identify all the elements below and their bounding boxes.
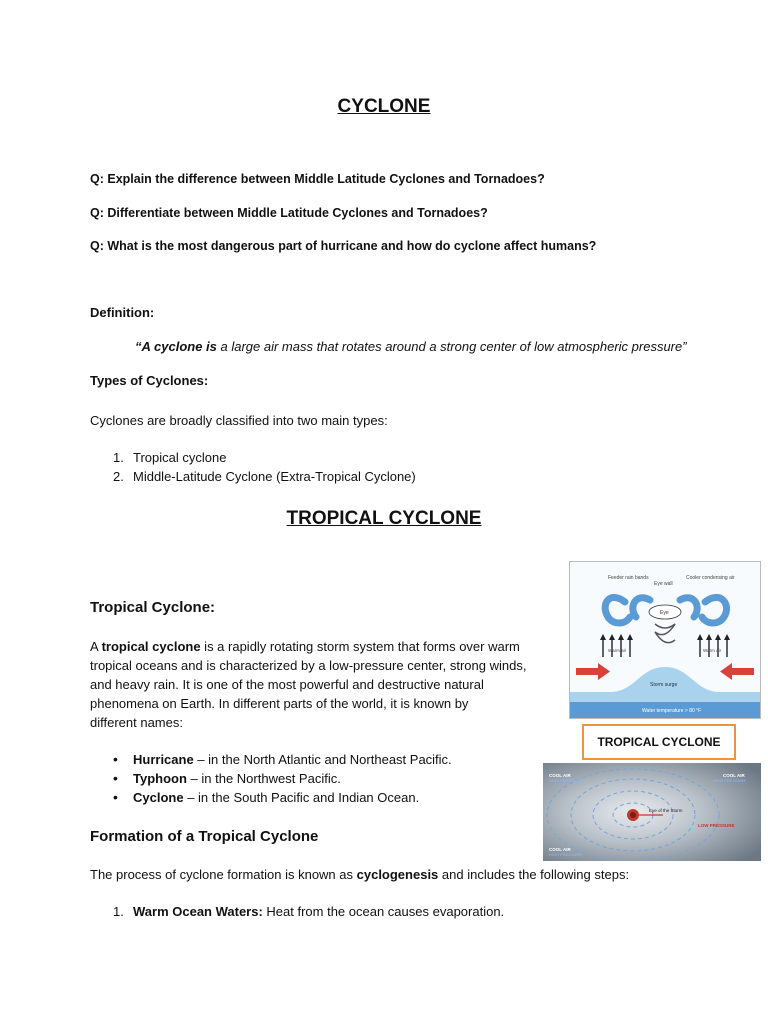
list-item-text: Heat from the ocean causes evaporation. — [262, 904, 505, 919]
paragraph-line: phenomena on Earth. In different parts of the world, it is known by — [90, 696, 469, 711]
list-item-text: Middle-Latitude Cyclone (Extra-Tropical Cyclone) — [133, 469, 416, 484]
list-item — [113, 448, 226, 467]
definition-quote-bold: “A cyclone is — [135, 339, 217, 354]
list-item — [113, 902, 504, 921]
satellite-image — [543, 763, 761, 861]
types-heading: Types of Cyclones: — [90, 373, 209, 388]
formation-paragraph — [90, 865, 629, 884]
bold-term: Warm Ocean Waters: — [133, 904, 263, 919]
section-title: TROPICAL CYCLONE — [286, 508, 482, 529]
label-water: Water temperature > 80 °F — [642, 708, 702, 714]
bold-term: Hurricane — [133, 752, 194, 767]
text-span: – in the North Atlantic and Northeast Pacific. — [193, 752, 452, 767]
bold-term: Cyclone — [133, 790, 184, 805]
figure-caption: TROPICAL CYCLONE — [582, 724, 736, 760]
definition-quote-text: a large air mass that rotates around a strong center of low atmospheric pressure” — [216, 339, 687, 354]
text-span: – in the South Pacific and Indian Ocean. — [183, 790, 420, 805]
sat-label-hp-bl: HIGH PRESSURE — [549, 852, 583, 857]
bullet-icon: • — [113, 751, 118, 767]
satellite-image-svg — [543, 763, 761, 861]
paragraph-line: tropical oceans and is characterized by a low-pressure center, strong winds, — [90, 658, 527, 673]
paragraph-line: different names: — [90, 715, 183, 730]
question-3: Q: What is the most dangerous part of hurricane and how do cyclone affect humans? — [90, 239, 597, 253]
sat-label-low: LOW PRESSURE — [698, 823, 735, 828]
bullet-item — [113, 750, 452, 769]
formation-heading: Formation of a Tropical Cyclone — [90, 828, 319, 845]
bold-term: cyclogenesis — [356, 867, 439, 882]
list-number: 1. — [113, 904, 124, 919]
bullet-item — [113, 788, 419, 807]
label-warm-right: Warm air — [703, 648, 722, 653]
sat-label-hp-tr: HIGH PRESSURE — [713, 778, 747, 783]
question-2: Q: Differentiate between Middle Latitude Cyclones and Tornadoes? — [90, 206, 488, 220]
definition-heading: Definition: — [90, 305, 155, 320]
label-warm-left: Warm air — [608, 648, 627, 653]
text-span: – in the Northwest Pacific. — [186, 771, 341, 786]
label-feeder: Feeder rain bands — [608, 575, 649, 581]
question-1: Q: Explain the difference between Middle Latitude Cyclones and Tornadoes? — [90, 172, 545, 186]
bold-term: tropical cyclone — [101, 639, 201, 654]
paragraph-line — [90, 637, 560, 656]
bullet-icon: • — [113, 770, 118, 786]
label-eye: Eye — [660, 610, 669, 616]
definition-quote — [135, 337, 687, 356]
label-eyewall: Eye wall — [654, 581, 673, 587]
paragraph-line: and heavy rain. It is one of the most powerful and destructive natural — [90, 677, 484, 692]
text-span: A — [90, 639, 102, 654]
label-surge: Storm surge — [650, 682, 678, 688]
bullet-item — [113, 769, 341, 788]
sat-label-hp-tl: HIGH PRESSURE — [549, 778, 583, 783]
list-number: 1. — [113, 450, 124, 465]
text-span: is a rapidly rotating storm system that forms over warm — [200, 639, 520, 654]
bullet-icon: • — [113, 789, 118, 805]
sat-label-cool-tr: COOL AIR — [723, 773, 745, 778]
cyclone-diagram-svg — [570, 562, 760, 718]
bold-term: Typhoon — [133, 771, 187, 786]
storm-eye-center — [630, 812, 636, 818]
tropical-heading: Tropical Cyclone: — [90, 599, 216, 616]
page-title: CYCLONE — [337, 96, 431, 117]
sat-label-cool-bl: COOL AIR — [549, 847, 571, 852]
sat-label-cool-tl: COOL AIR — [549, 773, 571, 778]
text-span: The process of cyclone formation is known as — [90, 867, 357, 882]
tropical-paragraph — [90, 637, 560, 732]
list-item — [113, 467, 416, 486]
list-number: 2. — [113, 469, 124, 484]
sat-label-eye: Eye of the Storm — [649, 808, 683, 813]
text-span: and includes the following steps: — [438, 867, 630, 882]
label-cooler: Cooler condensing air — [686, 575, 735, 581]
list-item-text: Tropical cyclone — [133, 450, 227, 465]
cyclone-diagram — [569, 561, 761, 719]
types-intro: Cyclones are broadly classified into two main types: — [90, 413, 388, 428]
